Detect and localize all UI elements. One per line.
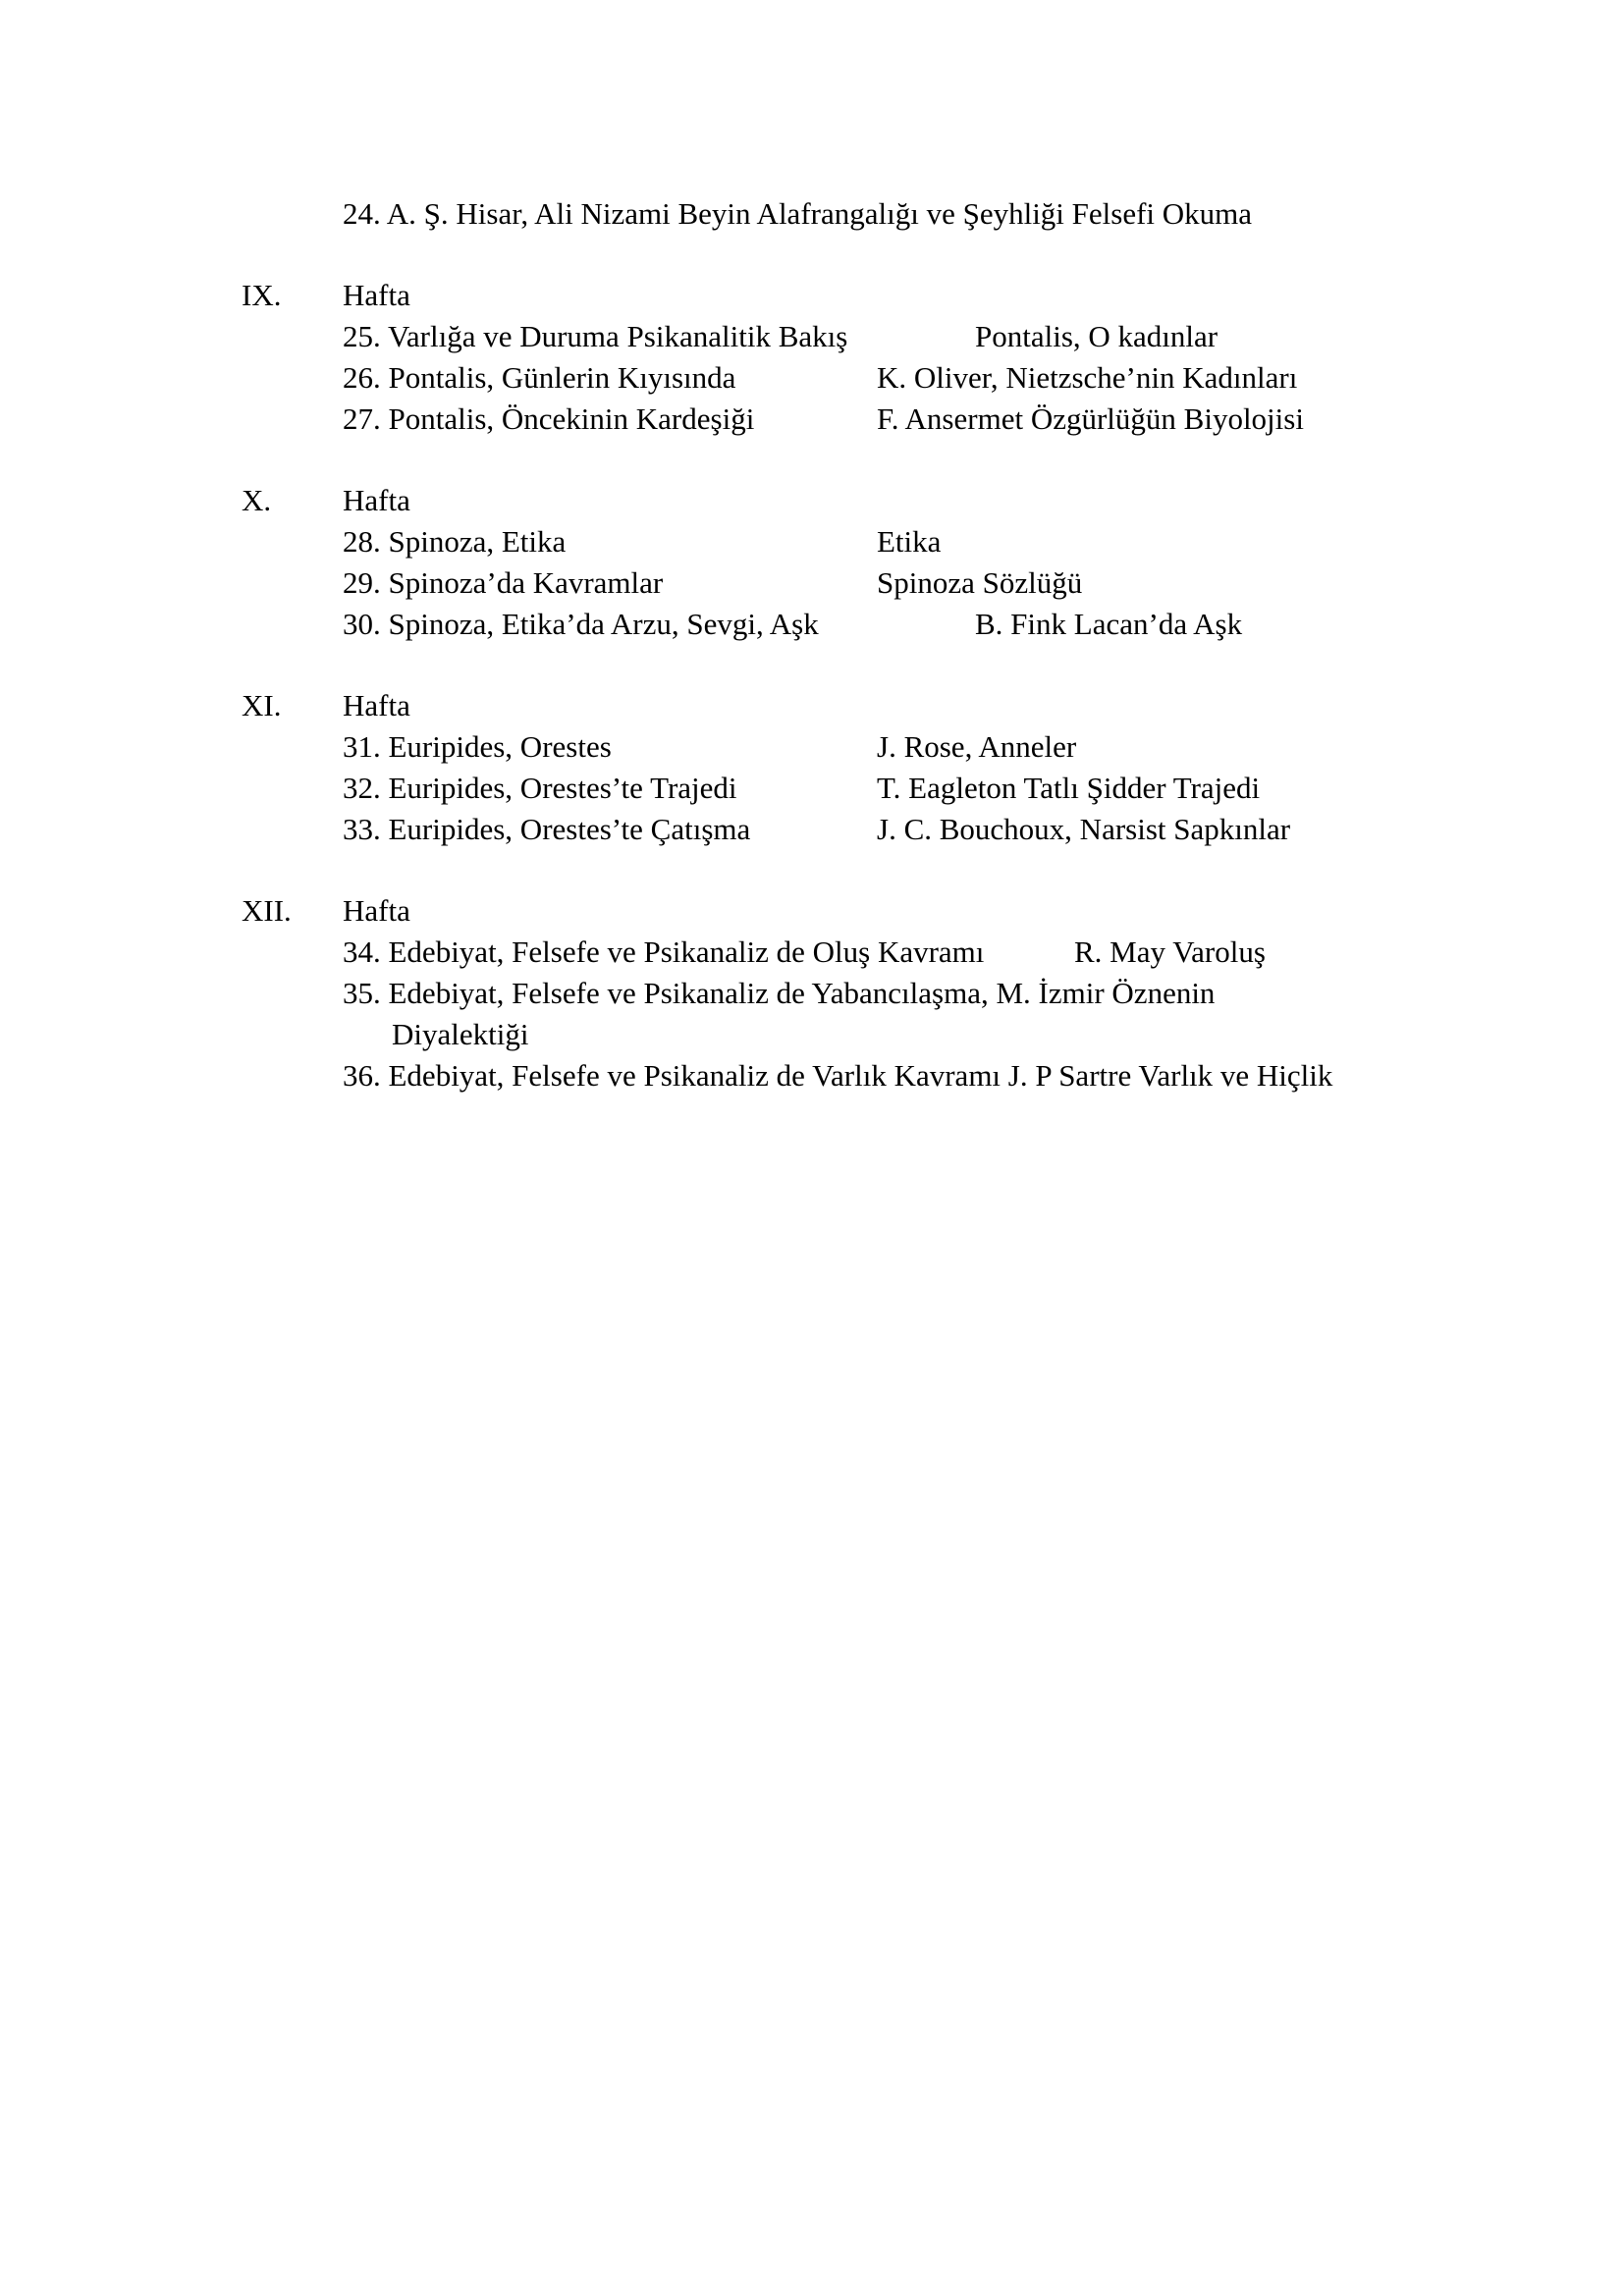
item-reference: J. Rose, Anneler: [877, 729, 1077, 764]
item-title: 26. Pontalis, Günlerin Kıyısında: [343, 360, 736, 395]
item-reference: T. Eagleton Tatlı Şidder Trajedi: [877, 771, 1261, 805]
week-numeral: IX.: [242, 278, 282, 312]
week-label: Hafta: [343, 278, 410, 312]
item-reference: K. Oliver, Nietzsche’nin Kadınları: [877, 360, 1298, 395]
item-reference: J. C. Bouchoux, Narsist Sapkınlar: [877, 812, 1291, 846]
week-numeral: XII.: [242, 893, 292, 928]
item-title: 36. Edebiyat, Felsefe ve Psikanaliz de Varlık Kavramı J. P Sartre Varlık ve Hiçlik: [343, 1058, 1333, 1093]
item-title: 34. Edebiyat, Felsefe ve Psikanaliz de Oluş Kavramı: [343, 934, 985, 969]
item-title: 35. Edebiyat, Felsefe ve Psikanaliz de Yabancılaşma, M. İzmir Öznenin: [343, 976, 1216, 1010]
item-title: 31. Euripides, Orestes: [343, 729, 612, 764]
item-title: 30. Spinoza, Etika’da Arzu, Sevgi, Aşk: [343, 607, 819, 641]
item-reference: B. Fink Lacan’da Aşk: [975, 607, 1243, 641]
week-numeral: X.: [242, 483, 272, 517]
item-title-continuation: Diyalektiği: [392, 1017, 529, 1051]
week-label: Hafta: [343, 893, 410, 928]
item-reference: Pontalis, O kadınlar: [975, 319, 1218, 353]
item-title: 33. Euripides, Orestes’te Çatışma: [343, 812, 751, 846]
item-reference: R. May Varoluş: [1074, 934, 1266, 969]
week-label: Hafta: [343, 483, 410, 517]
item-title: 27. Pontalis, Öncekinin Kardeşiği: [343, 401, 755, 436]
item-title: 28. Spinoza, Etika: [343, 524, 567, 559]
week-label: Hafta: [343, 688, 410, 722]
item-title: 25. Varlığa ve Duruma Psikanalitik Bakış: [343, 319, 848, 353]
intro-item: 24. A. Ş. Hisar, Ali Nizami Beyin Alafrangalığı ve Şeyhliği Felsefi Okuma: [343, 196, 1253, 231]
week-numeral: XI.: [242, 688, 282, 722]
item-title: 32. Euripides, Orestes’te Trajedi: [343, 771, 737, 805]
item-reference: F. Ansermet Özgürlüğün Biyolojisi: [877, 401, 1304, 436]
item-reference: Spinoza Sözlüğü: [877, 565, 1083, 600]
item-reference: Etika: [877, 524, 942, 559]
item-title: 29. Spinoza’da Kavramlar: [343, 565, 664, 600]
